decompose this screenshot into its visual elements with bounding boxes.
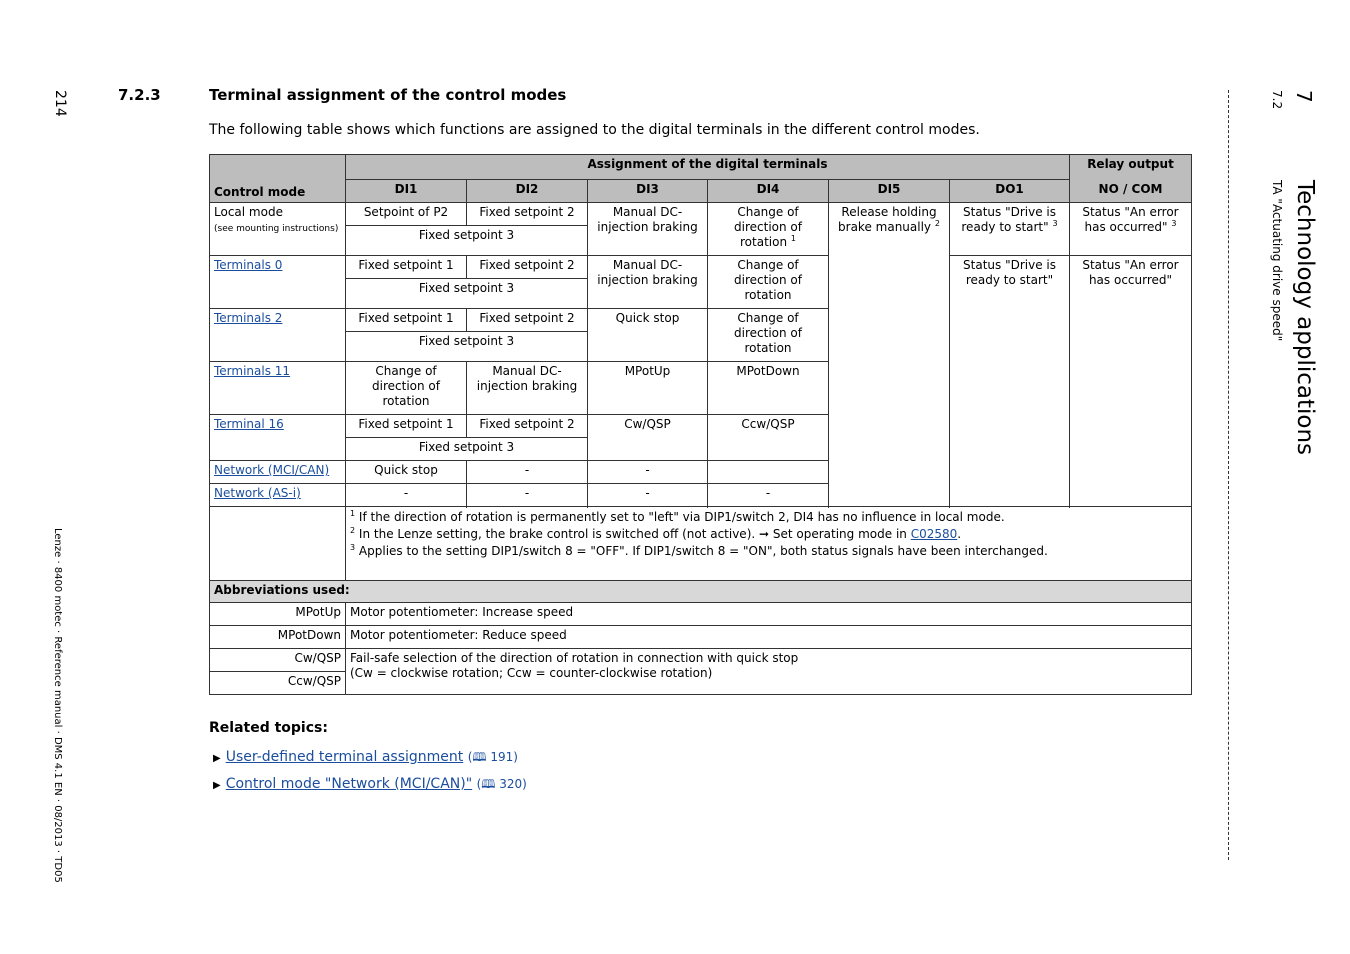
- cell-di1: Fixed setpoint 1: [346, 256, 467, 279]
- mode-link[interactable]: Terminal 16: [214, 417, 284, 431]
- cell-text: Change of direction of rotation: [734, 205, 802, 249]
- terminal-assignment-table: [209, 154, 1192, 695]
- footnote-ref: 3: [1171, 219, 1177, 228]
- cell-relay: Status "An error has occurred": [1070, 256, 1192, 507]
- triangle-right-icon: ▶: [213, 780, 221, 791]
- margin-divider: [1228, 90, 1229, 860]
- mode-link[interactable]: Terminals 11: [214, 364, 291, 378]
- header-control-mode: Control mode: [210, 180, 346, 203]
- page-ref: (🕮 320): [476, 777, 527, 791]
- cell-di4: Change of direction of rotation: [708, 256, 829, 309]
- header-do1: DO1: [950, 180, 1070, 203]
- cell-di2: Fixed setpoint 2: [467, 415, 588, 438]
- mode-link[interactable]: Terminals 0: [214, 258, 283, 272]
- cell-di2: Manual DC-injection braking: [467, 362, 588, 415]
- abbr-term: Cw/QSP: [210, 649, 346, 672]
- related-topics-title: Related topics:: [209, 720, 328, 736]
- header-di2: DI2: [467, 180, 588, 203]
- related-link-label[interactable]: Control mode "Network (MCI/CAN)": [225, 776, 473, 792]
- abbr-term: MPotUp: [210, 603, 346, 626]
- chapter-title: Technology applications: [1292, 180, 1318, 456]
- cell-di12: Fixed setpoint 3: [346, 279, 588, 309]
- abbr-title: Abbreviations used:: [210, 581, 1192, 603]
- cell-text: Status "An error has occurred": [1082, 205, 1179, 234]
- header-no-com: NO / COM: [1070, 180, 1192, 203]
- footnote-ref: 1: [790, 234, 796, 243]
- footnote-2: $^2$ In the Lenze setting, the brake control is switched off (not active). ➞ Set operating mode in C02580.: [350, 526, 962, 541]
- cell-di5: [829, 203, 950, 507]
- chapter-number: 7: [1292, 90, 1316, 103]
- cell-di3: -: [588, 484, 708, 507]
- cell-di3: Cw/QSP: [588, 415, 708, 461]
- cell-di3: MPotUp: [588, 362, 708, 415]
- mode-link[interactable]: Network (MCI/CAN): [214, 463, 330, 477]
- mode-note: (see mounting instructions): [214, 224, 339, 234]
- cell-di12: Fixed setpoint 3: [346, 226, 588, 256]
- c02580-link[interactable]: C02580: [910, 527, 958, 541]
- cell-di1: Fixed setpoint 1: [346, 415, 467, 438]
- mode-terminal-16[interactable]: [210, 415, 346, 461]
- cell-di2: Fixed setpoint 2: [467, 309, 588, 332]
- cell-di1: Fixed setpoint 1: [346, 309, 467, 332]
- cell-di12: Fixed setpoint 3: [346, 332, 588, 362]
- cell-di4: MPotDown: [708, 362, 829, 415]
- footnote-ref: 2: [934, 219, 940, 228]
- footer-text: Lenze · 8400 motec · Reference manual · DMS 4.1 EN · 08/2013 · TD05: [52, 528, 63, 883]
- cell-di1: -: [346, 484, 467, 507]
- cell-di2: -: [467, 484, 588, 507]
- related-link-1[interactable]: [213, 748, 518, 769]
- cell-do1: [950, 203, 1070, 256]
- section-number: 7.2: [1270, 90, 1284, 110]
- abbr-desc: Fail-safe selection of the direction of rotation in connection with quick stop (Cw = clockwise rotation; Ccw = counter-clockwise rotation): [346, 649, 1192, 695]
- mode-local: [210, 203, 346, 256]
- related-link-2[interactable]: [213, 775, 527, 796]
- cell-di4: [708, 461, 829, 484]
- cell-di4: -: [708, 484, 829, 507]
- cell-di12: Fixed setpoint 3: [346, 438, 588, 461]
- mode-network-asi[interactable]: [210, 484, 346, 507]
- header-assignment: Assignment of the digital terminals: [346, 155, 1070, 180]
- page-number: 214: [52, 90, 68, 117]
- mode-link[interactable]: Terminals 2: [214, 311, 283, 325]
- mode-link[interactable]: Network (AS-i): [214, 486, 301, 500]
- mode-terminals-2[interactable]: [210, 309, 346, 362]
- abbr-term: Ccw/QSP: [210, 672, 346, 695]
- heading-number: 7.2.3: [118, 86, 161, 104]
- header-di1: DI1: [346, 180, 467, 203]
- intro-text: The following table shows which functions are assigned to the digital terminals in the different control modes.: [209, 122, 980, 138]
- header-di4: DI4: [708, 180, 829, 203]
- mode-network-can[interactable]: [210, 461, 346, 484]
- mode-terminals-0[interactable]: [210, 256, 346, 309]
- mode-label: Local mode: [214, 205, 283, 219]
- mode-terminals-11[interactable]: [210, 362, 346, 415]
- footnote-blank: [210, 507, 346, 581]
- cell-di3: Manual DC-injection braking: [588, 256, 708, 309]
- header-di3: DI3: [588, 180, 708, 203]
- cell-di2: -: [467, 461, 588, 484]
- related-link-label[interactable]: User-defined terminal assignment: [225, 749, 464, 765]
- abbr-term: MPotDown: [210, 626, 346, 649]
- cell-di2: Fixed setpoint 2: [467, 256, 588, 279]
- cell-do1: Status "Drive is ready to start": [950, 256, 1070, 507]
- heading-title: Terminal assignment of the control modes: [209, 86, 567, 104]
- cell-di3: Manual DC-injection braking: [588, 203, 708, 256]
- footnote-3: $^3$ Applies to the setting DIP1/switch 8 = "OFF". If DIP1/switch 8 = "ON", both status signals have been interchanged.: [350, 543, 1048, 558]
- cell-di1: Change of direction of rotation: [346, 362, 467, 415]
- cell-di1: Setpoint of P2: [346, 203, 467, 226]
- header-blank: [210, 155, 346, 180]
- cell-di3: -: [588, 461, 708, 484]
- page-ref: (🕮 191): [467, 750, 518, 764]
- cell-di2: Fixed setpoint 2: [467, 203, 588, 226]
- abbr-desc: Motor potentiometer: Reduce speed: [346, 626, 1192, 649]
- cell-di4: [708, 203, 829, 256]
- cell-relay: [1070, 203, 1192, 256]
- footnotes: [346, 507, 1192, 581]
- cell-di4: Ccw/QSP: [708, 415, 829, 461]
- header-di5: DI5: [829, 180, 950, 203]
- cell-di3: Quick stop: [588, 309, 708, 362]
- cell-di1: Quick stop: [346, 461, 467, 484]
- triangle-right-icon: ▶: [213, 753, 221, 764]
- abbr-desc: Motor potentiometer: Increase speed: [346, 603, 1192, 626]
- section-title: TA "Actuating drive speed": [1270, 180, 1284, 342]
- cell-text: Release holding brake manually: [838, 205, 937, 234]
- cell-di4: Change of direction of rotation: [708, 309, 829, 362]
- footnote-ref: 3: [1052, 219, 1058, 228]
- header-relay: Relay output: [1070, 155, 1192, 180]
- footnote-1: $^1$ If the direction of rotation is permanently set to "left" via DIP1/switch 2, DI4 has no influence in local mode.: [350, 509, 1005, 524]
- cell-text: Status "Drive is ready to start": [961, 205, 1056, 234]
